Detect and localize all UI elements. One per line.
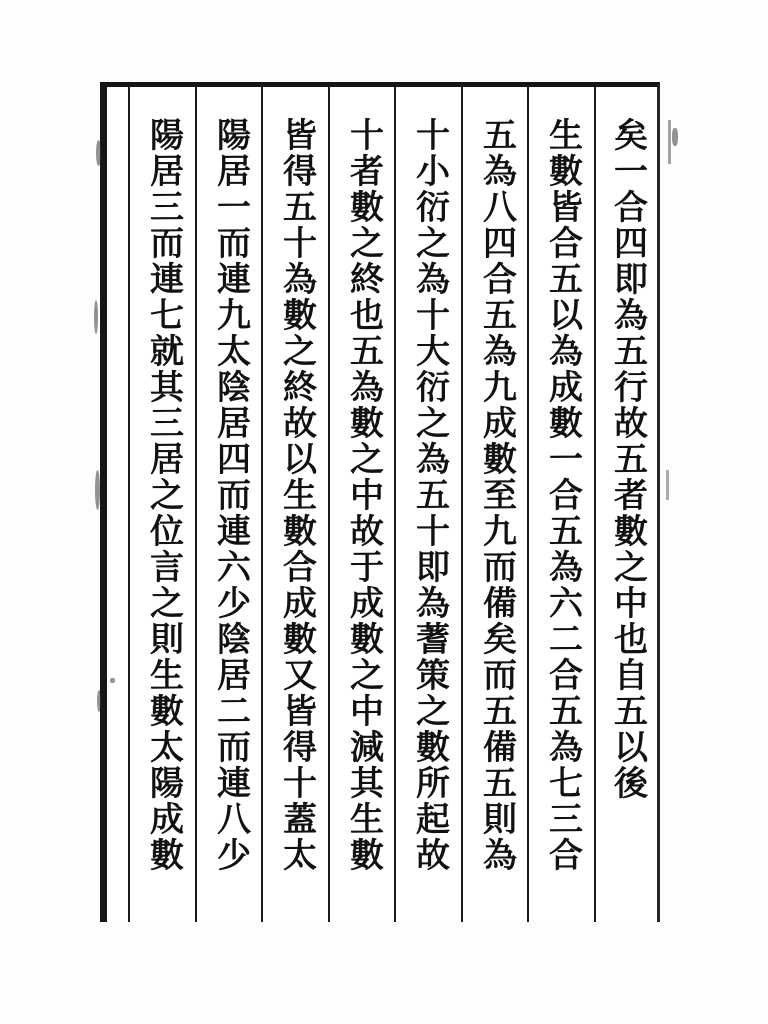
column-text: 矣一合四即為五行故五者數之中也自五以後 [607,116,648,802]
ink-speck [94,300,98,334]
text-column-group [107,87,660,922]
text-column-4 [394,87,461,922]
text-column-3 [461,87,528,922]
column-text: 五為八四合五為九成數至九而備矣而五備五則為 [476,116,517,874]
ink-speck [96,140,101,166]
column-text: 生數皆合五以為成數一合五為六二合五為七三合 [543,116,583,874]
text-column-8 [128,87,195,922]
ink-speck [97,690,101,712]
text-column-2 [527,87,594,922]
ink-speck [95,470,100,510]
binding-mark [666,470,669,500]
text-column-7 [195,87,262,922]
column-text: 陽居一而連九太陰居四而連六少陰居二而連八少 [210,116,251,874]
binding-mark [668,120,671,164]
column-text: 皆得五十為數之終故以生數合成數又皆得十蓋太 [277,116,317,874]
ink-speck [672,128,678,146]
text-column-5 [328,87,395,922]
text-column-6 [261,87,328,922]
column-text: 十者數之終也五為數之中故于成數之中減其生數 [343,116,384,874]
column-text: 陽居三而連七就其三居之位言之則生數太陽成數 [144,116,184,874]
text-column-1 [594,87,661,922]
column-text: 十小衍之為十大衍之為五十即為蓍策之數所起故 [410,116,450,874]
